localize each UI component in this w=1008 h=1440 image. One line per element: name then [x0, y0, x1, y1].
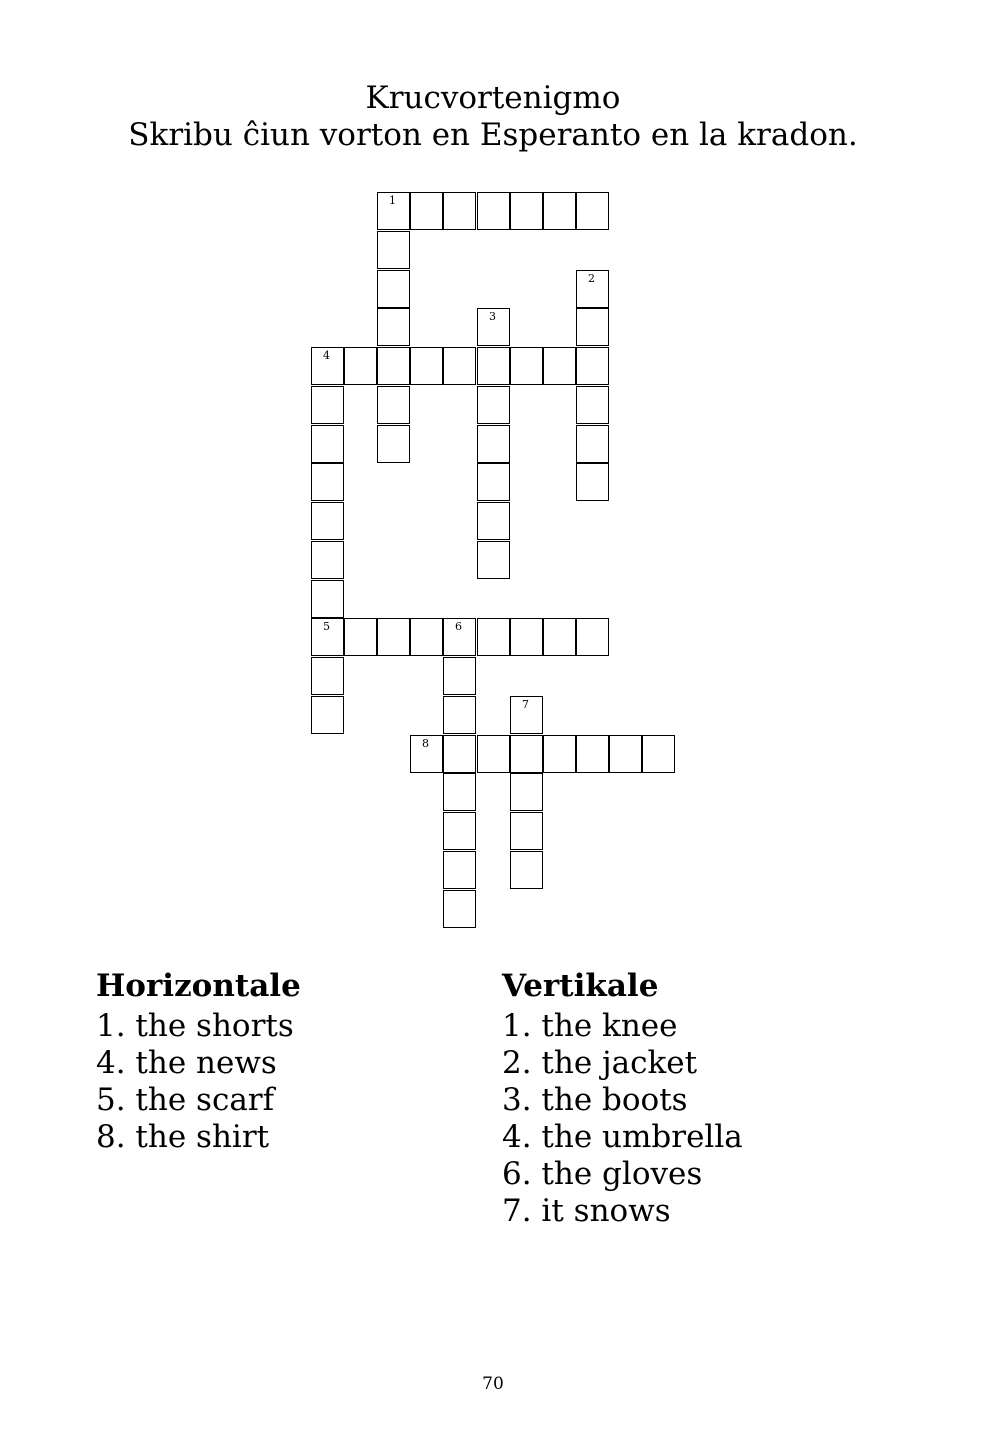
grid-cell[interactable] — [377, 270, 410, 308]
grid-cell[interactable] — [576, 386, 609, 424]
grid-cell[interactable] — [543, 735, 576, 773]
grid-cell[interactable] — [477, 347, 510, 385]
down-clue: 2. the jacket — [502, 1045, 698, 1081]
grid-cell[interactable] — [510, 812, 543, 850]
grid-cell[interactable] — [377, 192, 410, 230]
grid-cell[interactable] — [443, 657, 476, 695]
clue-number: 3 — [489, 310, 496, 323]
grid-cell[interactable] — [477, 618, 510, 656]
clue-number: 2 — [588, 272, 595, 285]
clue-number: 8 — [422, 737, 429, 750]
across-clue: 1. the shorts — [96, 1008, 294, 1044]
grid-cell[interactable] — [543, 618, 576, 656]
grid-cell[interactable] — [543, 347, 576, 385]
grid-cell[interactable] — [477, 425, 510, 463]
down-clue: 3. the boots — [502, 1082, 688, 1118]
grid-cell[interactable] — [311, 386, 344, 424]
clue-number: 5 — [323, 620, 330, 633]
down-clue: 4. the umbrella — [502, 1119, 743, 1155]
grid-cell[interactable] — [311, 347, 344, 385]
grid-cell[interactable] — [510, 347, 543, 385]
grid-cell[interactable] — [311, 425, 344, 463]
grid-cell[interactable] — [510, 851, 543, 889]
down-heading: Vertikale — [502, 968, 659, 1004]
grid-cell[interactable] — [576, 308, 609, 346]
down-clue: 6. the gloves — [502, 1156, 703, 1192]
puzzle-title: Krucvortenigmo — [365, 80, 621, 116]
grid-cell[interactable] — [443, 773, 476, 811]
grid-cell[interactable] — [311, 463, 344, 501]
grid-cell[interactable] — [377, 618, 410, 656]
grid-cell[interactable] — [510, 773, 543, 811]
grid-cell[interactable] — [443, 735, 476, 773]
grid-cell[interactable] — [642, 735, 675, 773]
puzzle-instructions: Skribu ĉiun vorton en Esperanto en la kradon. — [128, 117, 858, 153]
grid-cell[interactable] — [477, 735, 510, 773]
page-number: 70 — [482, 1374, 504, 1394]
across-clue: 4. the news — [96, 1045, 277, 1081]
down-clue: 1. the knee — [502, 1008, 678, 1044]
grid-cell[interactable] — [477, 541, 510, 579]
grid-cell[interactable] — [311, 657, 344, 695]
across-clue: 5. the scarf — [96, 1082, 275, 1118]
grid-cell[interactable] — [443, 851, 476, 889]
grid-cell[interactable] — [311, 580, 344, 618]
grid-cell[interactable] — [410, 192, 443, 230]
grid-cell[interactable] — [443, 618, 476, 656]
grid-cell[interactable] — [510, 735, 543, 773]
grid-cell[interactable] — [477, 386, 510, 424]
grid-cell[interactable] — [410, 618, 443, 656]
grid-cell[interactable] — [311, 618, 344, 656]
clue-number: 1 — [389, 194, 396, 207]
grid-cell[interactable] — [311, 696, 344, 734]
grid-cell[interactable] — [311, 541, 344, 579]
grid-cell[interactable] — [410, 347, 443, 385]
grid-cell[interactable] — [609, 735, 642, 773]
grid-cell[interactable] — [477, 463, 510, 501]
grid-cell[interactable] — [477, 308, 510, 346]
clue-number: 7 — [522, 698, 529, 711]
grid-cell[interactable] — [576, 618, 609, 656]
grid-cell[interactable] — [510, 696, 543, 734]
grid-cell[interactable] — [477, 192, 510, 230]
grid-cell[interactable] — [377, 231, 410, 269]
across-clues — [96, 966, 301, 1156]
down-clues — [502, 966, 743, 1230]
grid-cell[interactable] — [443, 696, 476, 734]
grid-cell[interactable] — [576, 270, 609, 308]
grid-cell[interactable] — [377, 425, 410, 463]
grid-cell[interactable] — [344, 618, 377, 656]
grid-cell[interactable] — [410, 735, 443, 773]
grid-cell[interactable] — [443, 347, 476, 385]
grid-cell[interactable] — [510, 618, 543, 656]
clue-number: 4 — [323, 349, 330, 362]
grid-cell[interactable] — [576, 425, 609, 463]
grid-cell[interactable] — [477, 502, 510, 540]
across-clue: 8. the shirt — [96, 1119, 270, 1155]
grid-cell[interactable] — [576, 463, 609, 501]
grid-cell[interactable] — [377, 308, 410, 346]
down-clue: 7. it snows — [502, 1193, 671, 1229]
grid-cell[interactable] — [576, 192, 609, 230]
grid-cell[interactable] — [443, 890, 476, 928]
across-heading: Horizontale — [96, 968, 301, 1004]
grid-cell[interactable] — [377, 347, 410, 385]
grid-cell[interactable] — [443, 812, 476, 850]
clue-number: 6 — [455, 620, 462, 633]
grid-cell[interactable] — [443, 192, 476, 230]
grid-cell[interactable] — [510, 192, 543, 230]
grid-cell[interactable] — [576, 735, 609, 773]
grid-cell[interactable] — [311, 502, 344, 540]
grid-cell[interactable] — [377, 386, 410, 424]
grid-cell[interactable] — [543, 192, 576, 230]
grid-cell[interactable] — [344, 347, 377, 385]
grid-cell[interactable] — [576, 347, 609, 385]
